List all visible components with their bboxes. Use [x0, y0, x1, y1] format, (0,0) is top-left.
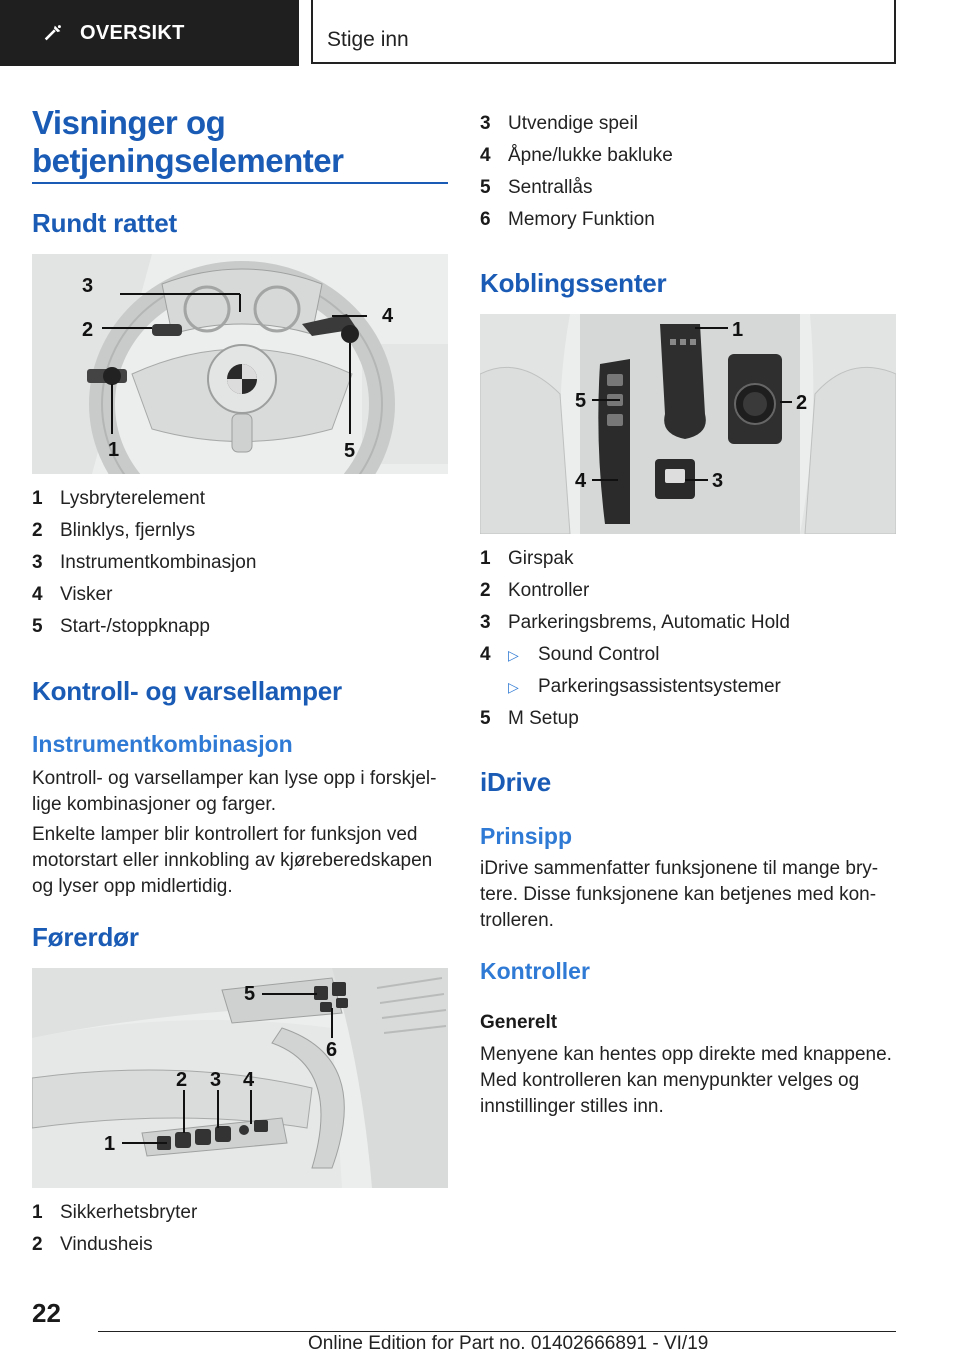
- item-text: Utvendige speil: [508, 113, 638, 134]
- item-number: 5: [32, 616, 43, 637]
- steering-callout-4: 4: [382, 305, 394, 327]
- list-item: [32, 483, 256, 515]
- list-item: [32, 1229, 197, 1261]
- triangle-bullet-icon: ▷: [508, 678, 519, 695]
- item-number: 6: [480, 209, 491, 230]
- center-console-figure: [480, 314, 896, 534]
- footer-rule: [98, 1331, 896, 1332]
- door-callout-3: 3: [210, 1069, 222, 1091]
- item-text: Kontroller: [508, 580, 590, 601]
- door-callout-4: 4: [243, 1069, 255, 1091]
- lamps-heading: Kontroll- og varsellamper: [32, 676, 342, 706]
- controller-heading: Kontroller: [480, 958, 590, 984]
- page-title: Visninger og betjeningselementer: [32, 104, 344, 179]
- item-text: Åpne/lukke bakluke: [508, 145, 673, 166]
- list-item: [32, 611, 256, 643]
- door-legend-continued: [480, 108, 673, 236]
- steering-callout-3: 3: [82, 275, 94, 297]
- door-callout-6: 6: [326, 1039, 338, 1061]
- item-number: 4: [32, 584, 43, 605]
- door-heading: Førerdør: [32, 922, 139, 952]
- item-number: 4: [480, 145, 491, 166]
- console-callout-2: 2: [796, 392, 808, 414]
- item-number: 4: [480, 644, 491, 665]
- console-legend: [480, 543, 790, 735]
- triangle-bullet-icon: ▷: [508, 646, 519, 663]
- list-item: [480, 172, 673, 204]
- list-item: [32, 515, 256, 547]
- list-item: [480, 703, 790, 735]
- item-text: Sentrallås: [508, 177, 593, 198]
- list-item: [480, 108, 673, 140]
- item-text: Girspak: [508, 548, 574, 569]
- lamps-paragraph-2: Enkelte lamper blir kontrollert for funksjon ved motorstart eller innkobling av kjøreberedskapen og lyser opp midlertidig.: [32, 824, 433, 897]
- lamps-subheading: Instrumentkombinasjon: [32, 731, 293, 757]
- car-icon: [42, 22, 64, 44]
- principle-heading: Prinsipp: [480, 823, 573, 849]
- door-legend: [32, 1197, 197, 1261]
- overview-tab[interactable]: [0, 0, 299, 66]
- list-item: [480, 204, 673, 236]
- lamps-paragraph-1: Kontroll- og varsellamper kan lyse opp i forskjel-lige kombinasjoner og farger.: [32, 768, 437, 815]
- list-item: [32, 579, 256, 611]
- console-callout-1: 1: [732, 319, 744, 341]
- driver-door-figure: [32, 968, 448, 1188]
- list-item: [480, 140, 673, 172]
- item-number: 1: [32, 1202, 43, 1223]
- item-number: 2: [32, 520, 43, 541]
- item-number: 5: [480, 708, 491, 729]
- console-callout-3: 3: [712, 470, 724, 492]
- list-item: [480, 575, 790, 607]
- console-callout-5: 5: [575, 390, 587, 412]
- door-callout-1: 1: [104, 1133, 116, 1155]
- general-heading: Generelt: [480, 1012, 558, 1033]
- list-item: [480, 671, 790, 703]
- item-text: Lysbryterelement: [60, 488, 206, 509]
- item-text: M Setup: [508, 708, 579, 729]
- item-number: 5: [480, 177, 491, 198]
- list-item: [32, 547, 256, 579]
- item-number: 2: [480, 580, 491, 601]
- page-number: 22: [32, 1298, 61, 1328]
- item-number: 1: [32, 488, 43, 509]
- door-callout-5: 5: [244, 983, 256, 1005]
- item-text: Instrumentkombinasjon: [60, 552, 257, 573]
- edition-text: Online Edition for Part no. 01402666891 - VI/19: [308, 1333, 709, 1354]
- steering-callout-1: 1: [108, 439, 120, 461]
- steering-callout-2: 2: [82, 319, 94, 341]
- console-callout-4: 4: [575, 470, 587, 492]
- door-callout-2: 2: [176, 1069, 188, 1091]
- item-number: 3: [32, 552, 43, 573]
- section-header: [311, 0, 896, 64]
- item-text: Parkeringsassistentsystemer: [538, 676, 781, 697]
- item-text: Blinklys, fjernlys: [60, 520, 196, 541]
- section-label: Stige inn: [327, 28, 409, 51]
- overview-tab-label: OVERSIKT: [80, 21, 185, 44]
- steering-callout-5: 5: [344, 440, 356, 462]
- list-item: [480, 607, 790, 639]
- list-item: [480, 639, 790, 671]
- steering-heading: Rundt rattet: [32, 208, 177, 238]
- steering-wheel-figure: [32, 254, 448, 474]
- item-number: 2: [32, 1234, 43, 1255]
- console-heading: Koblingssenter: [480, 268, 667, 298]
- list-item: [32, 1197, 197, 1229]
- idrive-heading: iDrive: [480, 767, 552, 797]
- item-text: Memory Funktion: [508, 209, 655, 230]
- title-rule: [32, 182, 448, 184]
- item-number: 1: [480, 548, 491, 569]
- item-text: Start-/stoppknapp: [60, 616, 210, 637]
- item-number: 3: [480, 113, 491, 134]
- item-number: 3: [480, 612, 491, 633]
- list-item: [480, 543, 790, 575]
- item-text: Parkeringsbrems, Automatic Hold: [508, 612, 790, 633]
- item-text: Vindusheis: [60, 1234, 153, 1255]
- item-text: Sikkerhetsbryter: [60, 1202, 198, 1223]
- principle-paragraph: iDrive sammenfatter funksjonene til mange bry-tere. Disse funksjonene kan betjenes med kon-trolleren.: [480, 858, 879, 931]
- general-paragraph: Menyene kan hentes opp direkte med knappene. Med kontrolleren kan menypunkter velges og innstillinger stilles inn.: [480, 1044, 892, 1117]
- steering-legend: [32, 483, 256, 643]
- item-text: Sound Control: [538, 644, 660, 665]
- item-text: Visker: [60, 584, 113, 605]
